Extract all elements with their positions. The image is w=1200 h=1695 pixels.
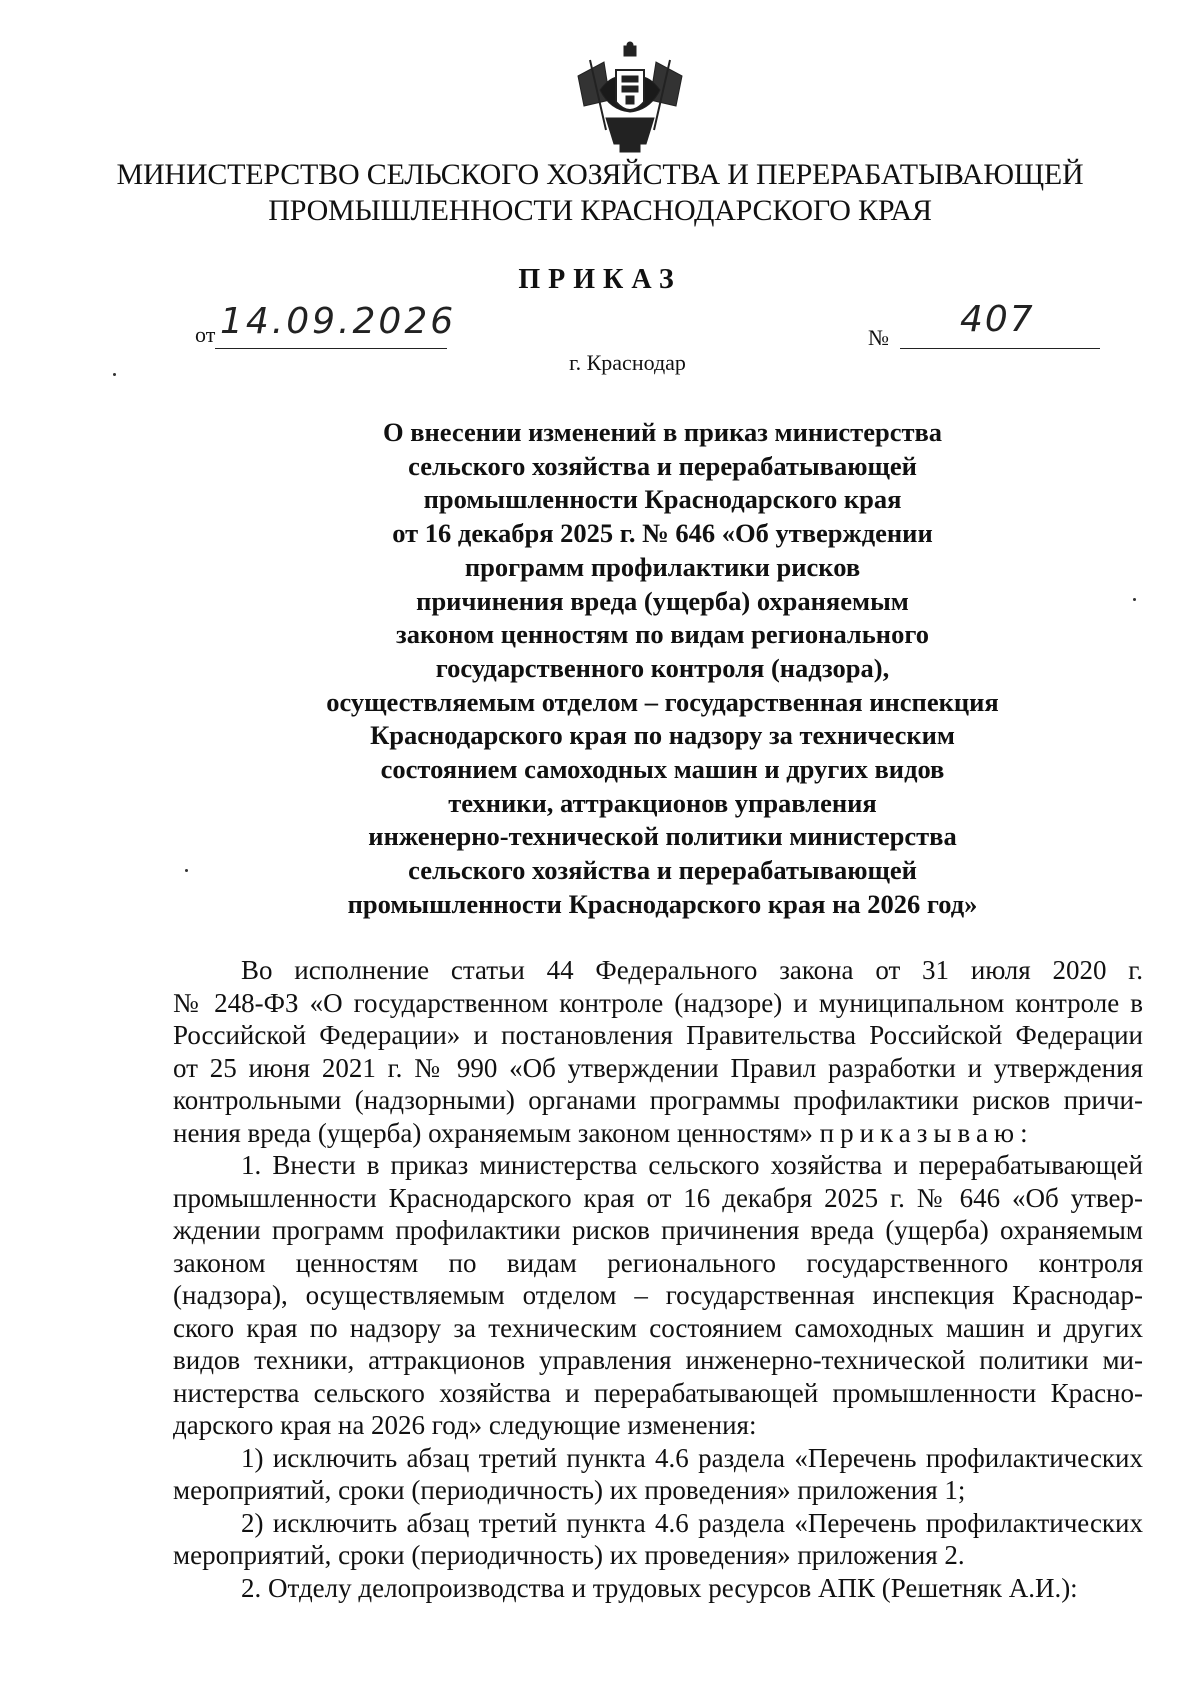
date-underline (215, 348, 447, 349)
ministry-name-line1: МИНИСТЕРСТВО СЕЛЬСКОГО ХОЗЯЙСТВА И ПЕРЕРАБАТЫВАЮЩЕЙ (116, 158, 1084, 191)
body-line: видов техники, аттракционов управления инженерно-технической политики ми- (173, 1345, 1143, 1375)
body-line: (надзора), осуществляемым отделом – государственная инспекция Краснодар- (173, 1280, 1143, 1310)
body-line: 2) исключить абзац третий пункта 4.6 раздела «Перечень профилактических (241, 1507, 1143, 1538)
body-line: ждении программ профилактики рисков причинения вреда (ущерба) охраняемым (173, 1215, 1143, 1245)
title-line: государственного контроля (надзора), (435, 652, 890, 683)
body-line (173, 1117, 1143, 1150)
date-label: от (195, 322, 216, 347)
body-line: дарского края на 2026 год» следующие изменения: (173, 1410, 757, 1440)
title-line: О внесении изменений в приказ министерства (382, 417, 943, 447)
body-line: контрольными (надзорными) органами программы профилактики рисков причи- (173, 1085, 1143, 1115)
title-line: осуществляемым отделом – государственная инспекция (326, 686, 999, 717)
title-line: состоянием самоходных машин и других видов (380, 754, 945, 785)
title-line: промышленности Краснодарского края на 2026 год» (347, 888, 978, 919)
body-line: Российской Федерации» и постановления Правительства Российской Федерации (173, 1020, 1143, 1050)
scan-speck (185, 869, 188, 872)
city: г. Краснодар (569, 350, 686, 375)
number-label: № (868, 325, 889, 350)
body-line: нистерства сельского хозяйства и перерабатывающей промышленности Красно- (173, 1377, 1143, 1408)
scan-speck (1133, 598, 1136, 601)
body-line: 1) исключить абзац третий пункта 4.6 раздела «Перечень профилактических (241, 1442, 1143, 1473)
number-value-handwritten: 407 (960, 299, 1035, 340)
title-line: законом ценностям по видам регионального (396, 619, 929, 650)
order-title (250, 416, 1075, 922)
body-line: Во исполнение статьи 44 Федерального закона от 31 июля 2020 г. (241, 955, 1143, 985)
order-verb: приказываю: (819, 1117, 1034, 1148)
body-line: мероприятий, сроки (периодичность) их проведения» приложения 2. (173, 1540, 965, 1570)
krasnodar-coat-of-arms-icon (570, 40, 690, 155)
body-line-text: нения вреда (ущерба) охраняемым законом ценностям» (173, 1117, 813, 1148)
title-line: программ профилактики рисков (464, 551, 861, 582)
title-line: промышленности Краснодарского края (423, 484, 902, 515)
title-line: причинения вреда (ущерба) охраняемым (416, 585, 909, 616)
body-line: ского края по надзору за техническим состоянием самоходных машин и других (173, 1312, 1143, 1343)
date-value-handwritten: 14.09.2026 (220, 301, 457, 342)
title-line: Краснодарского края по надзору за техническим (370, 720, 955, 751)
title-line: сельского хозяйства и перерабатывающей (408, 450, 917, 481)
title-line: техники, аттракционов управления (448, 787, 877, 818)
title-line: от 16 декабря 2025 г. № 646 «Об утверждении (392, 518, 933, 549)
body-line: промышленности Краснодарского края от 16 декабря 2025 г. № 646 «Об утвер- (173, 1182, 1143, 1213)
body-line: законом ценностям по видам регионального государственного контроля (173, 1247, 1143, 1278)
title-line: инженерно-технической политики министерства (368, 821, 957, 852)
body-line: от 25 июня 2021 г. № 990 «Об утверждении Правил разработки и утверждения (173, 1052, 1143, 1083)
title-line: сельского хозяйства и перерабатывающей (408, 855, 917, 886)
order-body (173, 954, 1143, 1604)
number-underline (900, 348, 1100, 349)
body-line: мероприятий, сроки (периодичность) их проведения» приложения 1; (173, 1475, 966, 1505)
ministry-name-line2: ПРОМЫШЛЕННОСТИ КРАСНОДАРСКОГО КРАЯ (268, 194, 932, 227)
body-line: 1. Внести в приказ министерства сельского хозяйства и перерабатывающей (241, 1150, 1143, 1180)
body-line: № 248-ФЗ «О государственном контроле (надзоре) и муниципальном контроле в (173, 987, 1143, 1018)
body-line: 2. Отделу делопроизводства и трудовых ресурсов АПК (Решетняк А.И.): (241, 1572, 1078, 1603)
scan-speck (113, 373, 116, 376)
document-type: ПРИКАЗ (518, 264, 682, 295)
